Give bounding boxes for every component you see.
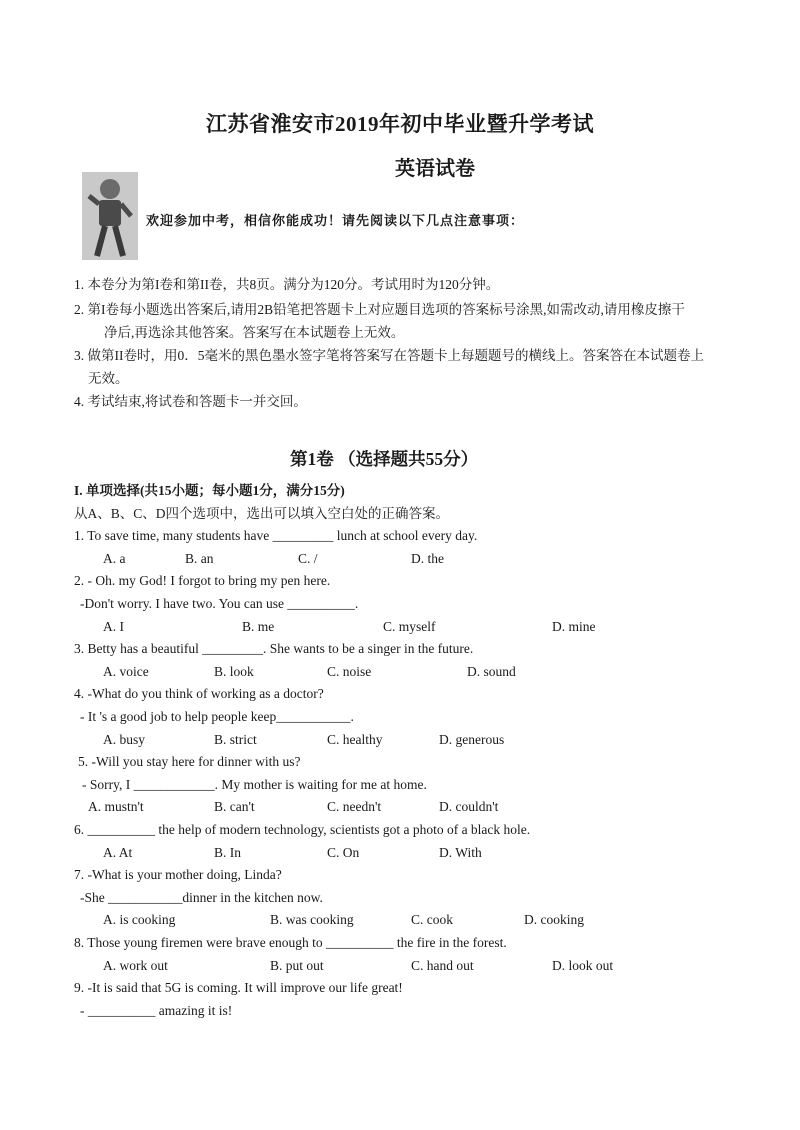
- question-2-reply: -Don't worry. I have two. You can use __________.: [80, 596, 359, 611]
- q2-option-d: D. mine: [552, 619, 596, 634]
- q7-option-a: A. is cooking: [103, 912, 176, 927]
- question-7: 7. -What is your mother doing, Linda?: [74, 867, 282, 882]
- q8-option-d: D. look out: [552, 958, 614, 973]
- q4-option-c: C. healthy: [327, 732, 383, 747]
- question-8: 8. Those young firemen were brave enough to __________ the fire in the forest.: [74, 935, 507, 950]
- q5-option-b: B. can't: [214, 799, 255, 814]
- question-7-reply: -She ___________dinner in the kitchen now.: [80, 890, 323, 905]
- question-4-reply: - It 's a good job to help people keep___________.: [80, 709, 354, 724]
- question-9: 9. -It is said that 5G is coming. It will improve our life great!: [74, 980, 403, 995]
- exam-subtitle: 英语试卷: [395, 158, 475, 180]
- q8-option-a: A. work out: [103, 958, 168, 973]
- part-heading: I. 单项选择(共15小题；每小题1分，满分15分): [74, 483, 345, 498]
- student-illustration: [82, 172, 138, 260]
- q6-option-b: B. In: [214, 845, 241, 860]
- q8-option-c: C. hand out: [411, 958, 474, 973]
- exam-title: 江苏省淮安市2019年初中毕业暨升学考试: [206, 112, 594, 136]
- greeting-notice: 欢迎参加中考，相信你能成功！请先阅读以下几点注意事项：: [146, 214, 525, 229]
- note-2-cont: 净后,再选涂其他答案。答案写在本试题卷上无效。: [104, 325, 405, 340]
- question-2: 2. - Oh. my God! I forgot to bring my pen here.: [74, 573, 331, 588]
- q7-option-d: D. cooking: [524, 912, 584, 927]
- q4-option-d: D. generous: [439, 732, 505, 747]
- q2-option-a: A. I: [103, 619, 124, 634]
- note-3-cont: 无效。: [88, 371, 129, 386]
- section-title: 第1卷 （选择题共55分）: [290, 449, 479, 469]
- q4-option-b: B. strict: [214, 732, 257, 747]
- question-9-reply: - __________ amazing it is!: [80, 1003, 233, 1018]
- q3-option-c: C. noise: [327, 664, 372, 679]
- q1-option-d: D. the: [411, 551, 444, 566]
- instruction: 从A、B、C、D四个选项中，选出可以填入空白处的正确答案。: [74, 506, 450, 521]
- q3-option-a: A. voice: [103, 664, 149, 679]
- q2-option-c: C. myself: [383, 619, 436, 634]
- q2-option-b: B. me: [242, 619, 275, 634]
- q5-option-d: D. couldn't: [439, 799, 499, 814]
- note-1: 1. 本卷分为第I卷和第II卷，共8页。满分为120分。考试用时为120分钟。: [74, 277, 500, 292]
- note-4: 4. 考试结束,将试卷和答题卡一并交回。: [74, 394, 307, 409]
- q6-option-c: C. On: [327, 845, 360, 860]
- q3-option-d: D. sound: [467, 664, 516, 679]
- question-1: 1. To save time, many students have _________ lunch at school every day.: [74, 528, 478, 543]
- q6-option-d: D. With: [439, 845, 482, 860]
- q7-option-c: C. cook: [411, 912, 453, 927]
- q5-option-c: C. needn't: [327, 799, 382, 814]
- note-2: 2. 第I卷每小题选出答案后,请用2B铅笔把答题卡上对应题目选项的答案标号涂黑,如需改动,请用橡皮擦干: [74, 302, 685, 317]
- q7-option-b: B. was cooking: [270, 912, 354, 927]
- question-5-reply: - Sorry, I ____________. My mother is waiting for me at home.: [82, 777, 427, 792]
- q4-option-a: A. busy: [103, 732, 146, 747]
- q6-option-a: A. At: [103, 845, 133, 860]
- q5-option-a: A. mustn't: [88, 799, 144, 814]
- q1-option-c: C. /: [298, 551, 318, 566]
- q8-option-b: B. put out: [270, 958, 324, 973]
- q1-option-a: A. a: [103, 551, 126, 566]
- question-5: 5. -Will you stay here for dinner with us?: [78, 754, 301, 769]
- note-3: 3. 做第II卷时，用0．5毫米的黑色墨水签字笔将答案写在答题卡上每题题号的横线上。答案答在本试题卷上: [74, 348, 704, 363]
- q1-option-b: B. an: [185, 551, 214, 566]
- question-6: 6. __________ the help of modern technology, scientists got a photo of a black hole.: [74, 822, 531, 837]
- question-4: 4. -What do you think of working as a doctor?: [74, 686, 324, 701]
- q3-option-b: B. look: [214, 664, 254, 679]
- question-3: 3. Betty has a beautiful _________. She wants to be a singer in the future.: [74, 641, 474, 656]
